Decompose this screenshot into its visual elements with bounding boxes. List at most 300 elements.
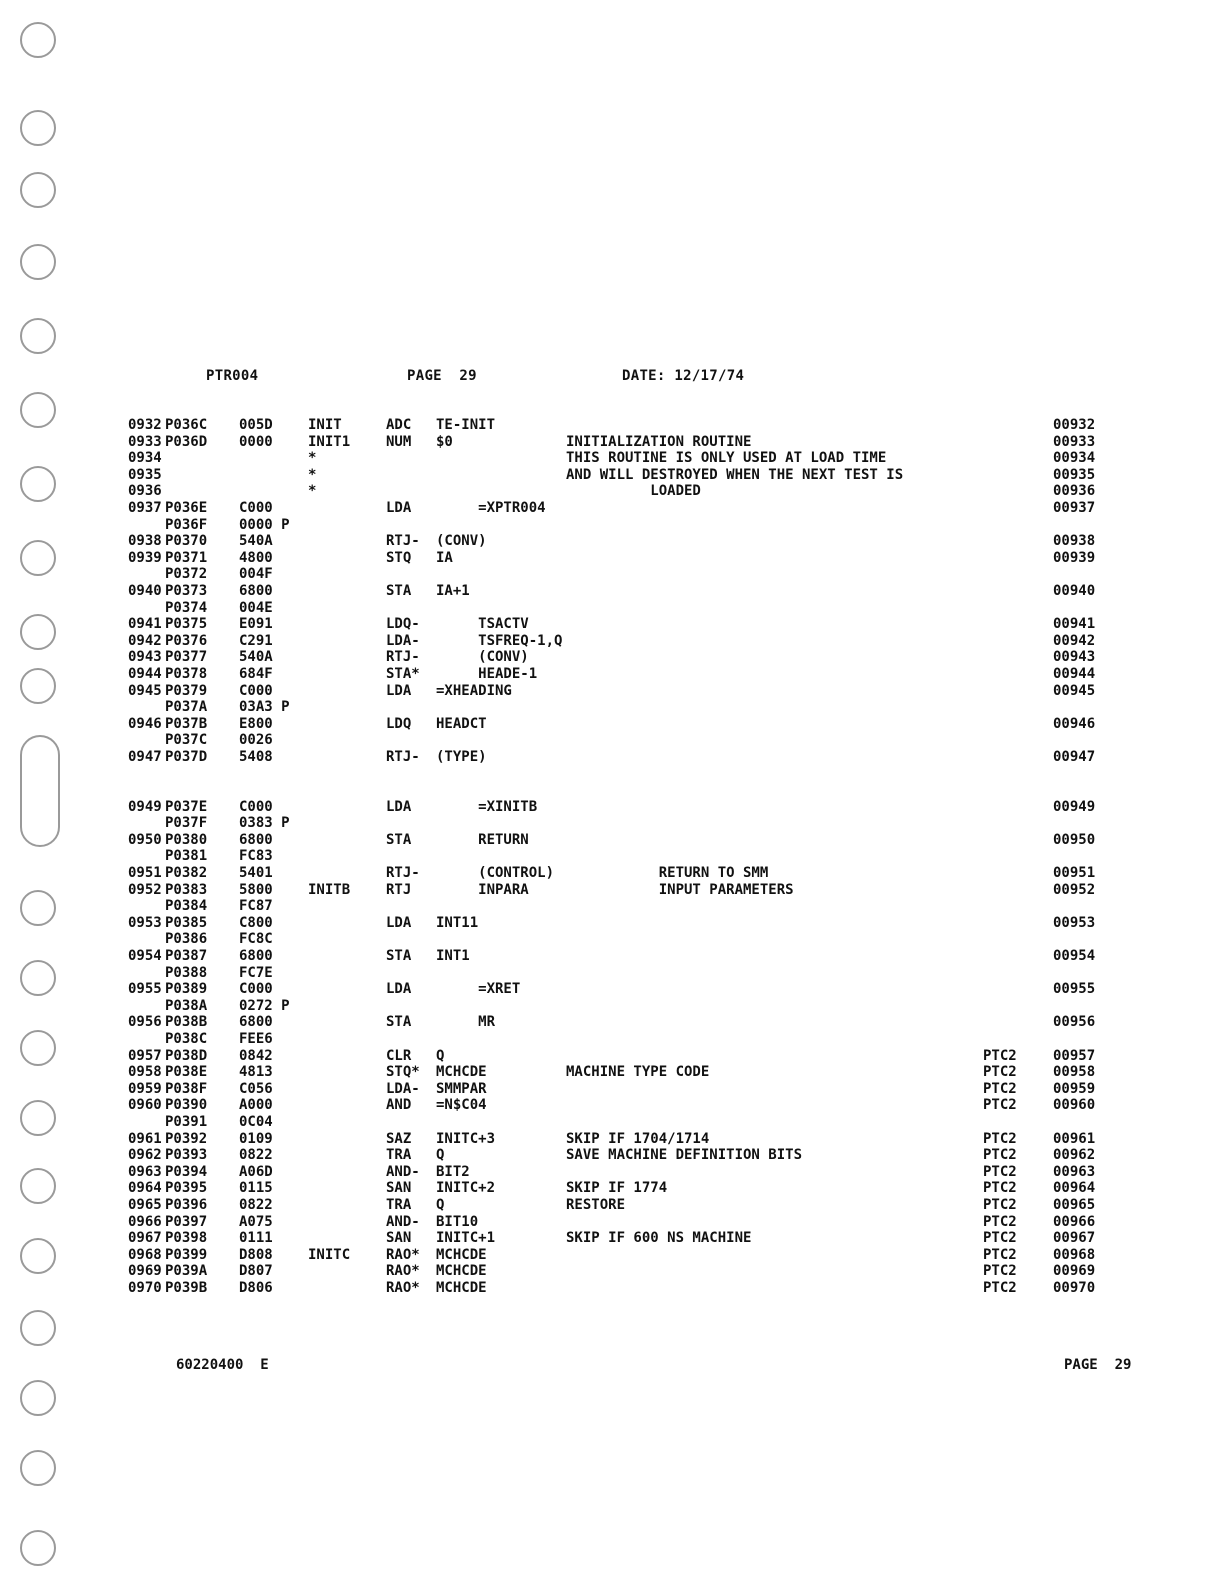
opcode <box>386 965 420 982</box>
opcode: RTJ- <box>386 865 420 882</box>
comment <box>566 931 903 948</box>
opcode: LDQ- <box>386 616 420 633</box>
line-number: 0935 <box>128 466 162 483</box>
line-number: 0962 <box>128 1147 162 1164</box>
operand: MCHCDE <box>436 1064 487 1081</box>
object-code: 004F <box>239 566 273 583</box>
comment <box>566 965 903 982</box>
operand: BIT2 <box>436 1163 470 1180</box>
sequence-number: 00957 <box>1053 1047 1096 1064</box>
comment <box>566 633 903 650</box>
address: P039A <box>165 1263 208 1280</box>
comment: INPUT PARAMETERS <box>566 881 794 898</box>
sequence-number: 00947 <box>1053 748 1096 765</box>
binder-hole <box>20 1168 56 1204</box>
modification: PTC2 <box>983 1196 1017 1213</box>
sequence-number: 00939 <box>1053 549 1096 566</box>
label <box>308 848 350 865</box>
opcode: STA <box>386 831 412 848</box>
sequence-number: 00952 <box>1053 881 1096 898</box>
sequence-number: 00932 <box>1053 417 1096 433</box>
modification: PTC2 <box>983 1213 1017 1230</box>
operand <box>436 600 562 617</box>
label <box>308 683 350 700</box>
line-number: 0941 <box>128 616 162 633</box>
modification: PTC2 <box>983 1180 1017 1197</box>
address <box>165 483 207 500</box>
object-code: 0111 <box>239 1230 273 1247</box>
sequence-number: 00942 <box>1053 632 1096 649</box>
sequence-number: 00955 <box>1053 981 1096 998</box>
modification <box>983 483 1017 500</box>
line-number: 0963 <box>128 1163 162 1180</box>
modification <box>983 566 1017 583</box>
modification <box>983 716 1017 733</box>
address: P0383 <box>165 881 208 898</box>
binder-hole <box>20 1238 56 1274</box>
program-name: PTR004 <box>206 368 259 384</box>
address: P038A <box>165 997 208 1014</box>
object-code: FC7E <box>239 964 273 981</box>
comment <box>566 1048 903 1065</box>
operand: TSACTV <box>436 616 529 633</box>
modification: PTC2 <box>983 1246 1017 1263</box>
address: P0385 <box>165 914 208 931</box>
line-number: 0954 <box>128 948 162 964</box>
modification <box>983 450 1017 467</box>
label: INITB <box>308 881 351 898</box>
object-code: C291 <box>239 632 273 649</box>
opcode <box>386 1114 420 1131</box>
binder-hole <box>20 318 56 354</box>
modification: PTC2 <box>983 1163 1017 1180</box>
label <box>308 732 350 749</box>
sequence-number: 00938 <box>1053 533 1096 550</box>
address: P0376 <box>165 632 208 649</box>
binder-hole <box>20 172 56 208</box>
label: INITC <box>308 1246 351 1263</box>
sequence-number <box>1053 566 1095 583</box>
operand <box>436 566 562 583</box>
opcode: RAO* <box>386 1279 420 1296</box>
opcode: TRA <box>386 1147 412 1164</box>
modification <box>983 749 1017 766</box>
line-number: 0934 <box>128 450 162 467</box>
sequence-number: 00956 <box>1053 1014 1096 1031</box>
object-code: 0272 P <box>239 997 290 1014</box>
line-number <box>128 815 162 832</box>
sequence-number: 00953 <box>1053 914 1096 931</box>
sequence-number: 00965 <box>1053 1196 1096 1213</box>
opcode: STA* <box>386 665 420 682</box>
line-number: 0968 <box>128 1246 162 1263</box>
modification: PTC2 <box>983 1064 1017 1081</box>
modification <box>983 1031 1017 1048</box>
operand: INITC+3 <box>436 1130 496 1147</box>
opcode: STA <box>386 582 412 599</box>
address: P0382 <box>165 865 208 882</box>
comment <box>566 815 903 832</box>
comment: MACHINE TYPE CODE <box>566 1064 710 1081</box>
opcode: RTJ- <box>386 533 420 550</box>
address <box>165 450 207 467</box>
label <box>308 666 350 683</box>
sequence-number: 00935 <box>1053 466 1096 483</box>
line-number: 0959 <box>128 1080 162 1097</box>
label <box>308 583 350 600</box>
listing-date: DATE: 12/17/74 <box>622 368 745 384</box>
object-code <box>239 765 290 782</box>
address: P036F <box>165 516 208 533</box>
modification <box>983 417 1017 434</box>
sequence-number: 00958 <box>1053 1064 1096 1081</box>
comment-column <box>566 417 903 1296</box>
object-code: 6800 <box>239 1014 273 1031</box>
operand: (CONV) <box>436 533 487 550</box>
comment <box>566 566 903 583</box>
operand <box>436 782 562 799</box>
opcode <box>386 765 420 782</box>
opcode: AND- <box>386 1163 420 1180</box>
object-code: FEE6 <box>239 1030 273 1047</box>
label <box>308 1214 350 1231</box>
operand: INT1 <box>436 948 470 964</box>
sequence-number: 00934 <box>1053 450 1096 467</box>
operand: =XHEADING <box>436 682 512 699</box>
modification <box>983 981 1017 998</box>
operand: Q <box>436 1196 445 1213</box>
line-number <box>128 848 162 865</box>
label <box>308 931 350 948</box>
label: * <box>308 466 317 483</box>
sequence-number: 00950 <box>1053 831 1096 848</box>
label <box>308 649 350 666</box>
comment <box>566 699 903 716</box>
sequence-number <box>1053 931 1095 948</box>
binder-hole <box>20 1030 56 1066</box>
label: * <box>308 450 317 467</box>
comment <box>566 666 903 683</box>
sequence-number: 00951 <box>1053 865 1096 882</box>
label <box>308 799 350 816</box>
binder-hole <box>20 22 56 58</box>
opcode <box>386 467 420 484</box>
comment <box>566 533 903 550</box>
binder-hole <box>20 614 56 650</box>
object-code-column <box>239 417 290 1296</box>
comment <box>566 1247 903 1264</box>
object-code: D808 <box>239 1246 273 1263</box>
opcode: SAZ <box>386 1130 412 1147</box>
object-code: 0822 <box>239 1147 273 1164</box>
modification <box>983 550 1017 567</box>
opcode: LDA <box>386 914 412 931</box>
modification <box>983 732 1017 749</box>
address: P0388 <box>165 964 208 981</box>
operand: INPARA <box>436 881 529 898</box>
modification <box>983 683 1017 700</box>
address: P037A <box>165 699 208 716</box>
modification <box>983 649 1017 666</box>
operand: BIT10 <box>436 1213 479 1230</box>
comment <box>566 1014 903 1031</box>
address: P0372 <box>165 566 208 583</box>
comment: SKIP IF 1774 <box>566 1180 668 1197</box>
line-number: 0951 <box>128 865 162 882</box>
operand: TSFREQ-1,Q <box>436 632 563 649</box>
address: P0387 <box>165 948 208 964</box>
opcode <box>386 782 420 799</box>
binder-hole <box>20 1450 56 1486</box>
operand: MCHCDE <box>436 1246 487 1263</box>
operand: SMMPAR <box>436 1080 487 1097</box>
modification <box>983 865 1017 882</box>
address: P038D <box>165 1047 208 1064</box>
binder-hole <box>20 1100 56 1136</box>
address: P038F <box>165 1080 208 1097</box>
address: P038E <box>165 1064 208 1081</box>
line-number: 0966 <box>128 1213 162 1230</box>
modification <box>983 898 1017 915</box>
opcode: RAO* <box>386 1263 420 1280</box>
line-number: 0943 <box>128 649 162 666</box>
operand <box>436 1031 562 1048</box>
address: P0381 <box>165 848 208 865</box>
line-number: 0950 <box>128 831 162 848</box>
comment: LOADED <box>566 483 701 500</box>
sequence-number <box>1053 765 1095 782</box>
label <box>308 749 350 766</box>
comment <box>566 1164 903 1181</box>
footer-page-number: PAGE 29 <box>1064 1357 1132 1373</box>
opcode: STA <box>386 948 412 964</box>
sequence-number: 00936 <box>1053 483 1096 500</box>
line-number <box>128 1114 162 1131</box>
line-number: 0939 <box>128 549 162 566</box>
operand: MR <box>436 1014 496 1031</box>
opcode: RTJ <box>386 881 412 898</box>
sequence-number: 00961 <box>1053 1130 1096 1147</box>
sequence-number: 00970 <box>1053 1279 1096 1296</box>
sequence-number <box>1053 1114 1095 1131</box>
comment <box>566 1031 903 1048</box>
object-code: 0383 P <box>239 815 290 832</box>
sequence-number <box>1053 998 1095 1015</box>
opcode <box>386 732 420 749</box>
modification <box>983 616 1017 633</box>
binder-hole <box>20 960 56 996</box>
address: P0399 <box>165 1246 208 1263</box>
label <box>308 533 350 550</box>
sequence-number: 00944 <box>1053 665 1096 682</box>
operand <box>436 815 562 832</box>
sequence-number: 00933 <box>1053 433 1096 450</box>
modification <box>983 533 1017 550</box>
binder-hole <box>20 1530 56 1566</box>
modification <box>983 500 1017 517</box>
opcode: LDA <box>386 499 412 516</box>
comment <box>566 898 903 915</box>
binder-hole <box>20 540 56 576</box>
object-code <box>239 467 290 484</box>
object-code: 684F <box>239 665 273 682</box>
modification <box>983 1014 1017 1031</box>
address <box>165 765 207 782</box>
modification <box>983 782 1017 799</box>
label <box>308 1180 350 1197</box>
comment: SKIP IF 600 NS MACHINE <box>566 1230 752 1247</box>
modification <box>983 1114 1017 1131</box>
sequence-number <box>1053 898 1095 915</box>
line-number: 0952 <box>128 881 162 898</box>
modification <box>983 666 1017 683</box>
line-number: 0945 <box>128 682 162 699</box>
sequence-number: 00967 <box>1053 1230 1096 1247</box>
opcode: STA <box>386 1014 412 1031</box>
binder-hole <box>20 392 56 428</box>
opcode <box>386 699 420 716</box>
address: P037E <box>165 798 208 815</box>
operand <box>436 483 562 500</box>
operand <box>436 848 562 865</box>
operand: =XPTR004 <box>436 499 546 516</box>
sequence-number <box>1053 517 1095 534</box>
binder-slot <box>20 735 60 847</box>
operand: =XINITB <box>436 798 538 815</box>
sequence-number <box>1053 1031 1095 1048</box>
comment: SAVE MACHINE DEFINITION BITS <box>566 1147 803 1164</box>
address: P0374 <box>165 599 208 616</box>
address: P0398 <box>165 1230 208 1247</box>
line-number: 0940 <box>128 582 162 599</box>
line-number: 0955 <box>128 981 162 998</box>
header-page-number: PAGE 29 <box>407 368 477 384</box>
line-number <box>128 965 162 982</box>
object-code: 4813 <box>239 1064 273 1081</box>
object-code: C000 <box>239 981 273 998</box>
opcode: LDA- <box>386 632 420 649</box>
operand: MCHCDE <box>436 1263 487 1280</box>
address: P0395 <box>165 1180 208 1197</box>
comment <box>566 765 903 782</box>
object-code: C000 <box>239 682 273 699</box>
comment <box>566 1081 903 1098</box>
object-code: 0000 <box>239 433 273 450</box>
modification <box>983 815 1017 832</box>
binder-hole <box>20 1310 56 1346</box>
object-code: 0109 <box>239 1130 273 1147</box>
operand: RETURN <box>436 831 529 848</box>
address: P0379 <box>165 682 208 699</box>
object-code: 540A <box>239 649 273 666</box>
comment <box>566 716 903 733</box>
label <box>308 765 350 782</box>
label <box>308 948 350 965</box>
opcode: LDQ <box>386 715 412 732</box>
operand: IA <box>436 549 453 566</box>
operand: HEADCT <box>436 715 487 732</box>
address: P038C <box>165 1030 208 1047</box>
operand <box>436 898 562 915</box>
line-number: 0936 <box>128 483 162 500</box>
opcode-column <box>386 417 420 1296</box>
line-number <box>128 517 162 534</box>
modification <box>983 633 1017 650</box>
binder-hole <box>20 244 56 280</box>
sequence-number: 00949 <box>1053 798 1096 815</box>
modification: PTC2 <box>983 1080 1017 1097</box>
modification: PTC2 <box>983 1097 1017 1114</box>
address: P0384 <box>165 898 208 915</box>
label <box>308 1097 350 1114</box>
object-code: 0C04 <box>239 1113 273 1130</box>
opcode <box>386 931 420 948</box>
sequence-number <box>1053 848 1095 865</box>
modification <box>983 931 1017 948</box>
modification-column <box>983 417 1017 1296</box>
line-number: 0967 <box>128 1230 162 1247</box>
comment <box>566 517 903 534</box>
comment <box>566 583 903 600</box>
object-code: FC8C <box>239 931 273 948</box>
opcode <box>386 566 420 583</box>
label <box>308 633 350 650</box>
address: P036C <box>165 417 208 433</box>
opcode <box>386 483 420 500</box>
address: P0386 <box>165 931 208 948</box>
object-code: D807 <box>239 1263 273 1280</box>
comment <box>566 1214 903 1231</box>
comment: AND WILL DESTROYED WHEN THE NEXT TEST IS <box>566 466 904 483</box>
label <box>308 716 350 733</box>
opcode: SAN <box>386 1180 412 1197</box>
sequence-column <box>1053 417 1095 1296</box>
comment <box>566 799 903 816</box>
opcode <box>386 1031 420 1048</box>
object-code: D806 <box>239 1279 273 1296</box>
operand <box>436 1114 562 1131</box>
object-code: 004E <box>239 599 273 616</box>
binder-hole <box>20 466 56 502</box>
opcode: AND- <box>386 1213 420 1230</box>
operand: HEADE-1 <box>436 665 538 682</box>
label <box>308 965 350 982</box>
operand: INT11 <box>436 914 479 931</box>
label <box>308 550 350 567</box>
line-number: 0944 <box>128 665 162 682</box>
label <box>308 699 350 716</box>
line-number: 0933 <box>128 433 162 450</box>
modification <box>983 583 1017 600</box>
modification <box>983 965 1017 982</box>
address: P0371 <box>165 549 208 566</box>
address: P0393 <box>165 1147 208 1164</box>
comment <box>566 683 903 700</box>
line-number <box>128 898 162 915</box>
opcode: AND <box>386 1097 412 1114</box>
object-code: FC83 <box>239 848 273 865</box>
label <box>308 998 350 1015</box>
object-code: 005D <box>239 417 273 433</box>
operand <box>436 998 562 1015</box>
line-number-column <box>128 417 162 1296</box>
line-number: 0942 <box>128 632 162 649</box>
sequence-number <box>1053 965 1095 982</box>
modification: PTC2 <box>983 1130 1017 1147</box>
label <box>308 616 350 633</box>
label <box>308 1014 350 1031</box>
object-code: A000 <box>239 1097 273 1114</box>
